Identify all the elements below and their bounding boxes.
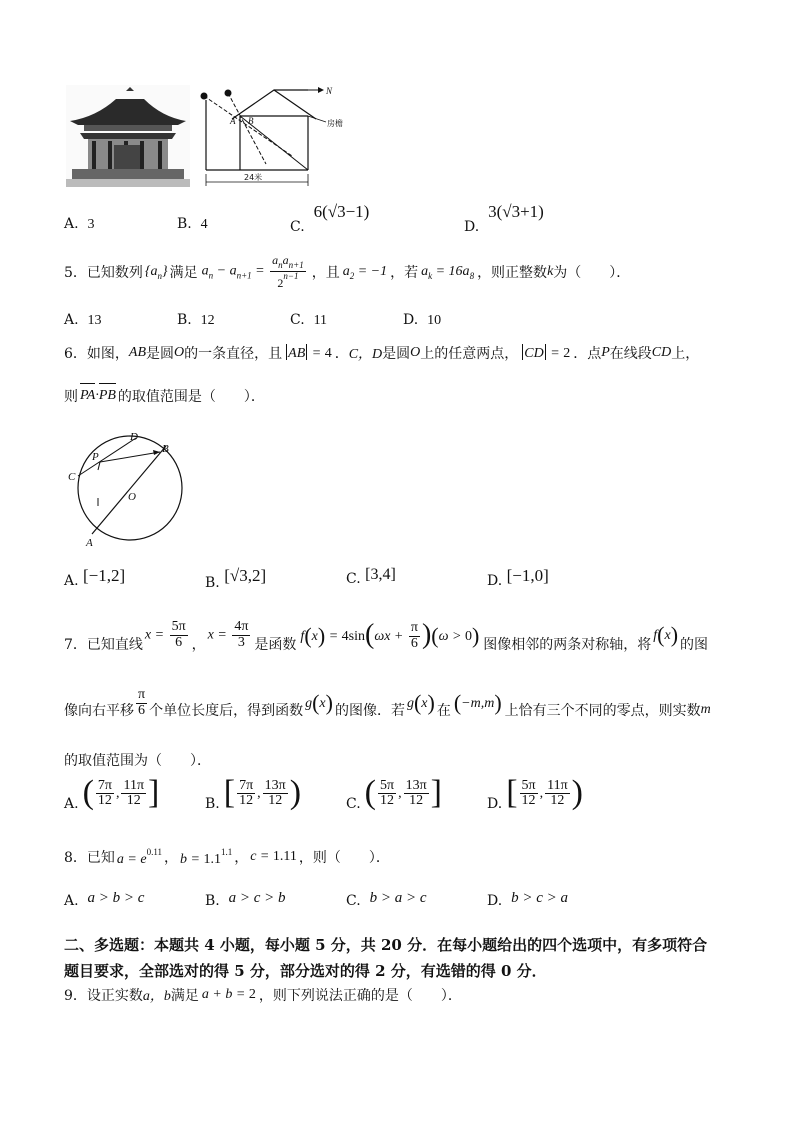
q7-line2-4: 在 <box>436 703 451 719</box>
section2-heading-line1: 二、多选题：本题共 4 小题，每小题 5 分，共 20 分．在每小题给出的四个选项中，有多项符合 <box>64 936 708 954</box>
option-label: D. <box>487 573 503 589</box>
option-value: [√3,2] <box>224 566 267 585</box>
q7-function: f(x) = 4sin(ωx + $\frac{\pi}{6}$ )(ω > 0) <box>300 618 480 651</box>
q6-text-5: 是圆 <box>382 346 411 362</box>
q5-text-5: ，则正整数 <box>477 265 548 281</box>
option-value: 6(√3−1) <box>313 202 370 221</box>
option-label: A. <box>64 893 79 909</box>
q7-stem-line1 <box>64 610 708 660</box>
q5-text-4: ，若 <box>390 265 419 281</box>
option-value: 13 <box>87 313 102 328</box>
q4-fig-label-b: B <box>248 116 254 126</box>
q8-b: $b = 1.1^{1.1}$ <box>180 846 233 867</box>
q6-dot-product: PA ·PB <box>80 388 116 404</box>
q6-number: 6． <box>64 346 87 362</box>
q9-number: 9． <box>64 988 87 1004</box>
q5-var-k: k <box>547 264 554 279</box>
q6-text-8: 在线段 <box>609 346 652 362</box>
q6-stem-line2 <box>64 382 265 410</box>
q7-text-1: 已知直线 <box>86 637 143 653</box>
q8-stem <box>64 846 390 868</box>
option-value: a > b > c <box>87 890 145 906</box>
q6-option-b <box>205 566 266 591</box>
q7-fx: f(x) <box>653 622 679 647</box>
q5-ak: $a_k = 16a_8$ <box>421 263 475 281</box>
q7-text-2: 是函数 <box>254 637 297 653</box>
option-value: 12 <box>200 313 215 328</box>
option-value: 3(√3+1) <box>488 202 544 221</box>
q5-text-6: 为（ ）． <box>553 265 631 281</box>
q6-fig-label-a: A <box>86 537 93 548</box>
q4-option-d <box>464 202 544 235</box>
q6-fig-label-c: C <box>68 471 76 483</box>
q7-option-b <box>205 770 301 816</box>
q7-gx-2: g(x) <box>406 690 435 715</box>
option-value: [−1,2] <box>83 566 126 585</box>
q8-a: $a = e^{0.11}$ <box>116 846 163 867</box>
q5-option-c <box>290 312 327 329</box>
q5-sequence: $\{a_n\}$ <box>144 263 168 281</box>
option-label: D. <box>487 893 503 909</box>
q9-text-3: ，则下列说法正确的是（ ）． <box>258 988 462 1004</box>
q7-stem-line2 <box>64 680 711 726</box>
q4-fig-label-n: N <box>326 86 333 96</box>
q5-number: 5． <box>64 265 87 281</box>
q7-option-b-math: [ $\frac{7\pi}{12}$ , $\frac{13\pi}{12}$ ) <box>223 774 302 811</box>
q6-text-7: ．点 <box>573 346 602 362</box>
option-value: 11 <box>313 313 328 328</box>
option-label: D. <box>487 796 503 812</box>
option-value: 10 <box>427 313 442 328</box>
q7-line-2: x = $\frac{4\pi}{3}$ <box>207 618 249 650</box>
q9-stem <box>64 984 462 1006</box>
option-label: C. <box>290 219 305 235</box>
option-label: C. <box>346 796 361 812</box>
q7-option-a <box>64 770 159 816</box>
option-label: D. <box>403 312 419 328</box>
q7-line2-3: 的图像．若 <box>334 703 405 719</box>
option-label: B. <box>205 575 220 591</box>
option-label: D. <box>464 219 480 235</box>
q6-text-9: 上， <box>671 346 700 362</box>
q6-o-2: O <box>410 345 421 360</box>
section2-heading-line2: 题目要求，全部选对的得 5 分，部分选对的得 2 分，有选错的得 0 分． <box>64 962 547 980</box>
option-label: A. <box>64 573 79 589</box>
q8-c: c = 1.11 <box>250 849 297 864</box>
q7-option-d <box>487 770 583 816</box>
q7-m: m <box>700 702 711 717</box>
q8-option-b <box>205 890 286 909</box>
option-label: C. <box>290 312 305 328</box>
q9-sum: a + b = 2 <box>201 987 256 1002</box>
q8-option-d <box>487 890 568 909</box>
q6-option-d <box>487 566 549 589</box>
option-value: a > c > b <box>228 890 286 906</box>
q7-line2-5: 上恰有三个不同的零点，则实数 <box>504 703 701 719</box>
q6-cd: CD <box>651 345 672 360</box>
q7-text-4: 的图 <box>680 637 709 653</box>
q5-option-d <box>403 312 441 329</box>
option-label: B. <box>205 796 220 812</box>
q6-circle-figure <box>62 428 192 548</box>
option-value: 3 <box>87 217 95 232</box>
q4-fig-label-eave: 房檐 <box>327 119 343 128</box>
q6-fig-label-o: O <box>128 491 136 503</box>
q7-line-1: x = $\frac{5\pi}{6}$ <box>144 618 186 650</box>
q6-p: P <box>601 345 610 360</box>
option-value: 4 <box>200 217 208 232</box>
q6-ab-length: AB = 4 <box>288 346 332 361</box>
q6-line2-1: 则 <box>64 389 78 405</box>
q4-option-c <box>290 202 369 235</box>
q7-option-c-math: ( $\frac{5\pi}{12}$ , $\frac{13\pi}{12}$ ] <box>364 774 442 811</box>
q7-option-c <box>346 770 442 816</box>
option-value: [3,4] <box>365 566 396 583</box>
q8-option-c <box>346 890 426 909</box>
option-value: [−1,0] <box>506 566 549 585</box>
q8-text-4: ，则（ ）． <box>298 850 390 866</box>
q6-text-1: 如图， <box>86 346 129 362</box>
q5-text-2: 满足 <box>169 265 198 281</box>
option-label: B. <box>177 312 192 328</box>
option-value: b > c > a <box>511 890 568 906</box>
q6-text-6: 上的任意两点， <box>420 346 519 362</box>
q9-text-1: 设正实数 <box>86 988 143 1004</box>
q9-text-2: 满足 <box>170 988 199 1004</box>
q6-option-a <box>64 566 125 589</box>
q7-stem-line3 <box>64 750 211 770</box>
q6-cd-points: C，D <box>348 347 383 362</box>
q6-fig-label-b: B <box>162 443 169 455</box>
q6-text-2: 是圆 <box>146 346 175 362</box>
q7-text-3: 图像相邻的两条对称轴，将 <box>483 637 652 653</box>
option-label: A. <box>64 216 79 232</box>
q4-sun-diagram <box>196 86 346 192</box>
q4-fig-label-width: 24米 <box>244 173 263 182</box>
q8-text-3: ， <box>234 850 249 866</box>
q6-line2-2: 的取值范围是（ ）． <box>117 389 265 405</box>
option-label: B. <box>177 216 192 232</box>
q6-fig-label-d: D <box>130 431 138 443</box>
q4-fig-label-a: A <box>230 116 236 126</box>
q5-stem <box>64 252 630 292</box>
q5-a2: $a_2 = -1$ <box>342 263 388 281</box>
option-label: A. <box>64 796 79 812</box>
q8-option-a <box>64 890 144 909</box>
option-label: A. <box>64 312 79 328</box>
option-value: b > a > c <box>369 890 427 906</box>
q8-number: 8． <box>64 850 87 866</box>
q5-recurrence: $a_n - a_{n+1}$ = $\frac{a_na_{n+1}}{2^{n-1}}$ <box>201 253 304 290</box>
q6-text-3: 的一条直径，且 <box>184 346 283 362</box>
option-label: B. <box>205 893 220 909</box>
q6-cd-length: CD = 2 <box>524 346 571 361</box>
q7-option-d-math: [ $\frac{5\pi}{12}$ , $\frac{11\pi}{12}$ ) <box>506 774 583 811</box>
q5-option-a <box>64 312 101 329</box>
q9-vars: a，b <box>142 989 171 1004</box>
q7-line2-1: 像向右平移 <box>64 703 134 719</box>
q7-interval: (−m,m) <box>453 690 502 715</box>
q5-option-b <box>177 312 215 329</box>
q7-shift: $\frac{\pi}{6}$ <box>138 686 146 718</box>
q6-stem-line1 <box>64 340 699 366</box>
q7-number: 7． <box>64 637 87 653</box>
q7-option-a-math: ( $\frac{7\pi}{12}$ , $\frac{11\pi}{12}$ ] <box>82 774 160 811</box>
q5-text-1: 已知数列 <box>86 265 143 281</box>
q6-o: O <box>174 345 185 360</box>
q5-text-3: ，且 <box>311 265 340 281</box>
q6-fig-label-p: P <box>92 451 99 463</box>
q6-text-4: ． <box>334 346 349 362</box>
option-label: C. <box>346 893 361 909</box>
q8-text-2: ， <box>164 850 179 866</box>
option-label: C. <box>346 571 361 587</box>
q4-option-a <box>64 216 94 233</box>
q7-comma: ， <box>191 637 206 653</box>
q7-gx: g(x) <box>305 690 333 715</box>
q8-text-1: 已知 <box>86 850 115 866</box>
q6-ab: AB <box>128 345 147 360</box>
q6-option-c <box>346 566 396 587</box>
q4-pavilion-photo <box>66 85 190 187</box>
q4-option-b <box>177 216 208 233</box>
q7-line2-2: 个单位长度后，得到函数 <box>149 703 304 719</box>
q7-line3: 的取值范围为（ ）． <box>64 753 211 769</box>
